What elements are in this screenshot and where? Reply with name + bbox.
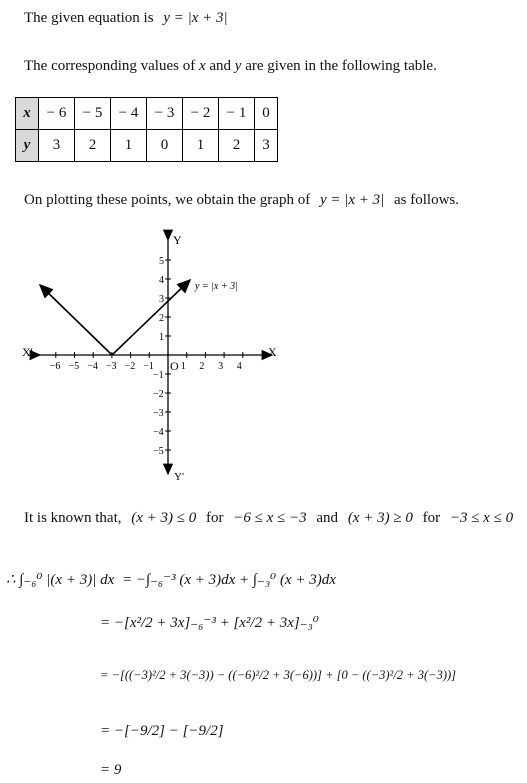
x-tick-label: 4: [236, 361, 242, 372]
known-for2: for: [422, 510, 441, 526]
left-branch: [40, 285, 112, 355]
solution-line-4: = −[−9/2] − [−9/2]: [100, 723, 224, 739]
given-equation-line: [24, 10, 228, 27]
table-intro-and: and: [205, 58, 235, 74]
y-tick-label: −1: [153, 370, 164, 381]
table-cell: − 6: [39, 98, 75, 130]
known-line: [24, 510, 513, 527]
right-branch: [112, 280, 190, 355]
table-intro-line: [24, 58, 437, 75]
x-tick-label: 2: [199, 361, 205, 372]
x-tick-label: 1: [180, 361, 186, 372]
x-axis-label: X: [268, 345, 277, 359]
table-cell: 0: [147, 130, 183, 162]
known-cond1: (x + 3) ≤ 0: [131, 510, 197, 526]
table-header-y: y: [16, 130, 39, 162]
values-table: [15, 97, 278, 162]
x-tick-label: −3: [105, 361, 117, 372]
x-axis-neg-label: X': [22, 345, 33, 359]
table-row-y: [16, 130, 278, 162]
table-cell: − 5: [75, 98, 111, 130]
known-range2: −3 ≤ x ≤ 0: [449, 510, 514, 526]
y-tick-label: 1: [159, 332, 164, 343]
solution-line-1: [6, 570, 336, 589]
table-cell: − 4: [111, 98, 147, 130]
table-row-x: [16, 98, 278, 130]
curve-label: y = |x + 3|: [195, 281, 238, 292]
solution-lhs: ∴ ∫₋₆⁰ |(x + 3)| dx: [6, 572, 115, 588]
x-tick-label: −6: [49, 361, 61, 372]
solution-line-1-rhs: = −∫₋₆⁻³ (x + 3)dx + ∫₋₃⁰ (x + 3)dx: [121, 572, 336, 588]
table-cell: − 3: [147, 98, 183, 130]
y-tick-label: −4: [153, 427, 164, 438]
known-range1: −6 ≤ x ≤ −3: [233, 510, 307, 526]
known-prefix: It is known that,: [24, 510, 122, 526]
y-tick-label: 4: [159, 275, 164, 286]
plot-sentence-suffix: as follows.: [394, 192, 460, 208]
table-cell: 0: [255, 98, 278, 130]
graph-figure: [0, 228, 527, 488]
x-tick-label: −2: [124, 361, 136, 372]
table-intro-y: y: [234, 58, 242, 74]
table-header-x: x: [16, 98, 39, 130]
y-tick-label: −5: [153, 446, 164, 457]
table-cell: − 1: [219, 98, 255, 130]
plot-sentence-equation: y = |x + 3|: [319, 192, 385, 208]
given-prefix: The given equation is: [24, 10, 154, 26]
known-for1: for: [206, 510, 224, 526]
table-cell: 3: [255, 130, 278, 162]
given-equation: y = |x + 3|: [163, 10, 228, 26]
x-tick-label: 3: [218, 361, 224, 372]
y-axis-label: Y: [173, 233, 182, 247]
solution-line-3: = −[((−3)²/2 + 3(−3)) − ((−6)²/2 + 3(−6))] + [0 − ((−3)²/2 + 3(−3))]: [100, 668, 457, 682]
table-cell: 1: [183, 130, 219, 162]
table-intro-text-2: are given in the following table.: [241, 58, 437, 74]
x-tick-label: −4: [87, 361, 98, 372]
table-cell: − 2: [183, 98, 219, 130]
table-cell: 2: [219, 130, 255, 162]
plot-sentence: [24, 192, 459, 209]
plot-sentence-prefix: On plotting these points, we obtain the graph of: [24, 192, 311, 208]
known-and: and: [316, 510, 339, 526]
y-axis-neg-label: Y': [174, 471, 184, 483]
y-tick-label: 2: [159, 313, 164, 324]
x-tick-label: −5: [68, 361, 80, 372]
solution-line-5: = 9: [100, 762, 122, 778]
known-cond2: (x + 3) ≥ 0: [347, 510, 413, 526]
origin-label: O: [170, 359, 179, 373]
y-tick-label: 3: [159, 294, 164, 305]
solution-line-2: = −[x²/2 + 3x]₋₆⁻³ + [x²/2 + 3x]₋₃⁰: [100, 615, 319, 631]
y-tick-label: −3: [153, 408, 164, 419]
y-tick-label: 5: [159, 256, 164, 267]
table-intro-text-1: The corresponding values of: [24, 58, 199, 74]
table-intro-x: x: [198, 58, 206, 74]
x-tick-label: −1: [143, 361, 154, 372]
table-cell: 1: [111, 130, 147, 162]
table-cell: 3: [39, 130, 75, 162]
y-tick-label: −2: [153, 389, 164, 400]
table-cell: 2: [75, 130, 111, 162]
